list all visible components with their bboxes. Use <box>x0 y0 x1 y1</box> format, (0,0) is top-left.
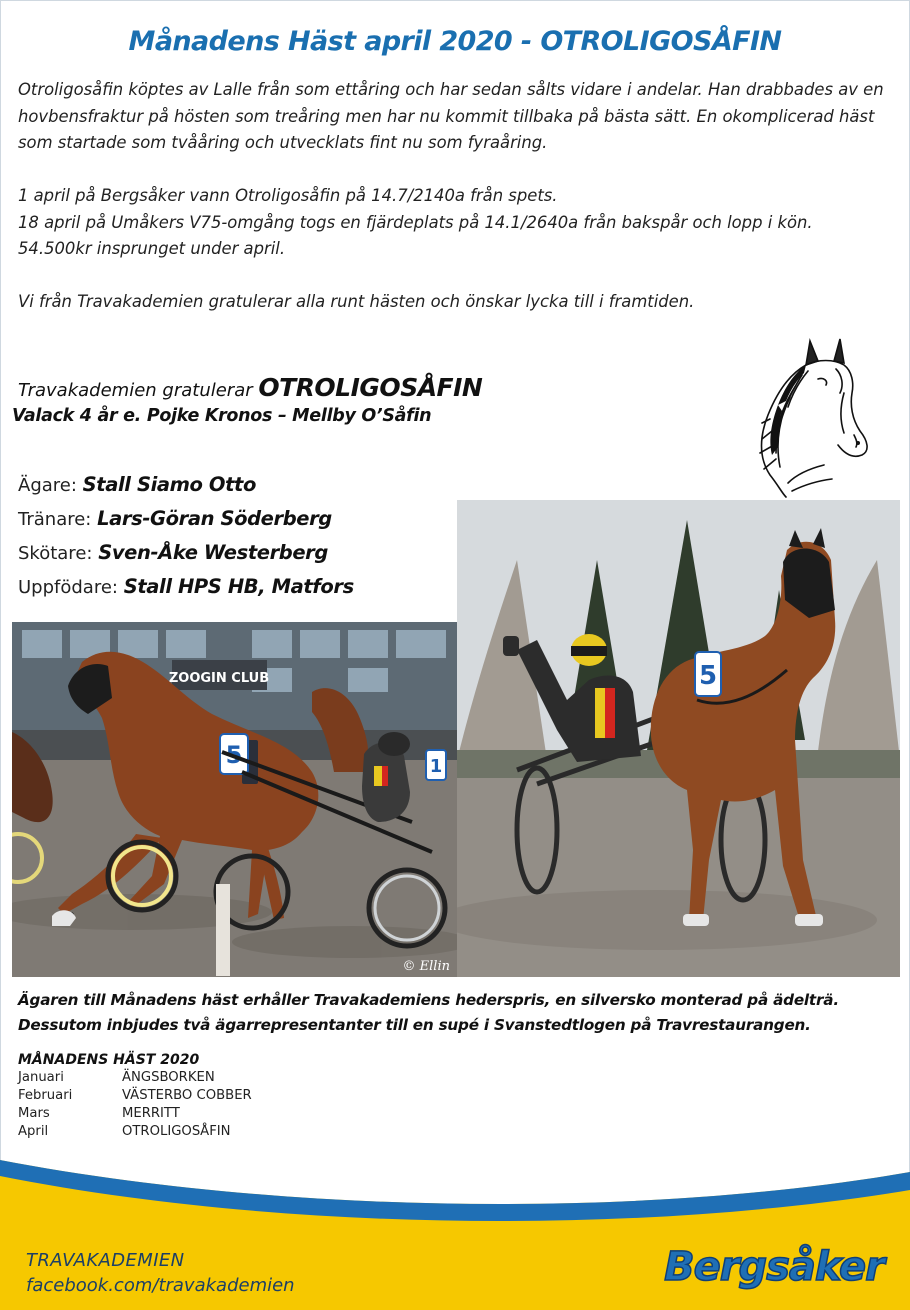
trainer-row <box>18 504 354 538</box>
wishes-line: Vi från Travakademien gratulerar alla runt hästen och önskar lycka till i framtiden. <box>18 292 695 311</box>
saddle-number: 1 <box>429 756 443 777</box>
role-value: Lars-Göran Söderberg <box>97 507 332 530</box>
month-horse: VÄSTERBO COBBER <box>122 1088 252 1103</box>
role-value: Stall HPS HB, Matfors <box>123 575 354 598</box>
role-value: Sven-Åke Westerberg <box>98 541 328 564</box>
intro-line: Otroligosåfin köptes av Lalle från som ettåring och har sedan sålts vidare i andelar. Han drabbades av en <box>18 80 884 99</box>
role-label: Ägare: <box>18 475 77 496</box>
winner-photo <box>457 500 900 977</box>
race-photo <box>12 622 457 977</box>
list-item <box>18 1123 252 1141</box>
groom-row <box>18 538 354 572</box>
award-text <box>18 988 898 1038</box>
breeder-row <box>18 572 354 606</box>
monthly-horse-list <box>18 1052 252 1141</box>
month-label: April <box>18 1124 49 1139</box>
month-label: Mars <box>18 1106 50 1121</box>
facebook-link[interactable]: facebook.com/travakademien <box>26 1275 295 1296</box>
race-result-1: 1 april på Bergsåker vann Otroligosåfin på 14.7/2140a från spets. <box>18 186 558 205</box>
owner-row <box>18 470 354 504</box>
monthly-list-title: MÅNADENS HÄST 2020 <box>18 1052 200 1068</box>
footer-org-name: TRAVAKADEMIEN <box>26 1250 185 1271</box>
logo-text: Bergsåker <box>664 1244 884 1290</box>
month-label: Februari <box>18 1088 73 1103</box>
month-horse: ÄNGSBORKEN <box>122 1070 215 1085</box>
list-item <box>18 1069 252 1087</box>
role-label: Skötare: <box>18 543 93 564</box>
arena-sign: ZOOGIN CLUB <box>168 671 270 686</box>
earnings-line: 54.500kr insprunget under april. <box>18 239 286 258</box>
bergsaker-logo <box>656 1236 891 1296</box>
congratulation-heading <box>18 373 482 402</box>
intro-line: som startade som tvååring och utvecklats fint nu som fyraåring. <box>18 133 548 152</box>
page-title: Månadens Häst april 2020 - OTROLIGOSÅFIN <box>128 26 782 57</box>
intro-line: hovbensfraktur på hösten som treåring men har nu kommit tillbaka på bästa sätt. En okomplicerad häst <box>18 106 875 126</box>
award-line: Dessutom inbjudes två ägarrepresentanter till en supé i Svanstedtlogen på Travrestaurangen. <box>18 1016 811 1034</box>
horse-head-sketch-icon <box>748 335 878 500</box>
award-line: Ägaren till Månadens häst erhåller Travakademiens hederspris, en silversko monterad på ädelträ. <box>18 991 839 1009</box>
photo-credit: © Ellin <box>402 959 450 974</box>
month-label: Januari <box>18 1070 64 1085</box>
connections-list <box>18 470 354 606</box>
role-label: Uppfödare: <box>18 577 118 598</box>
list-item <box>18 1105 252 1123</box>
list-item <box>18 1087 252 1105</box>
role-value: Stall Siamo Otto <box>82 473 256 496</box>
congrats-prefix: Travakademien gratulerar <box>18 380 253 401</box>
month-horse: MERRITT <box>122 1106 180 1121</box>
pedigree-line: Valack 4 år e. Pojke Kronos – Mellby O’Såfin <box>12 406 432 426</box>
month-horse: OTROLIGOSÅFIN <box>122 1124 231 1139</box>
intro-text <box>18 77 898 316</box>
horse-name: OTROLIGOSÅFIN <box>258 373 483 402</box>
race-result-2: 18 april på Umåkers V75-omgång togs en fjärdeplats på 14.1/2640a från bakspår och lopp i kön. <box>18 212 813 232</box>
saddle-number: 5 <box>225 741 243 769</box>
role-label: Tränare: <box>18 509 92 530</box>
saddle-number: 5 <box>698 661 718 691</box>
